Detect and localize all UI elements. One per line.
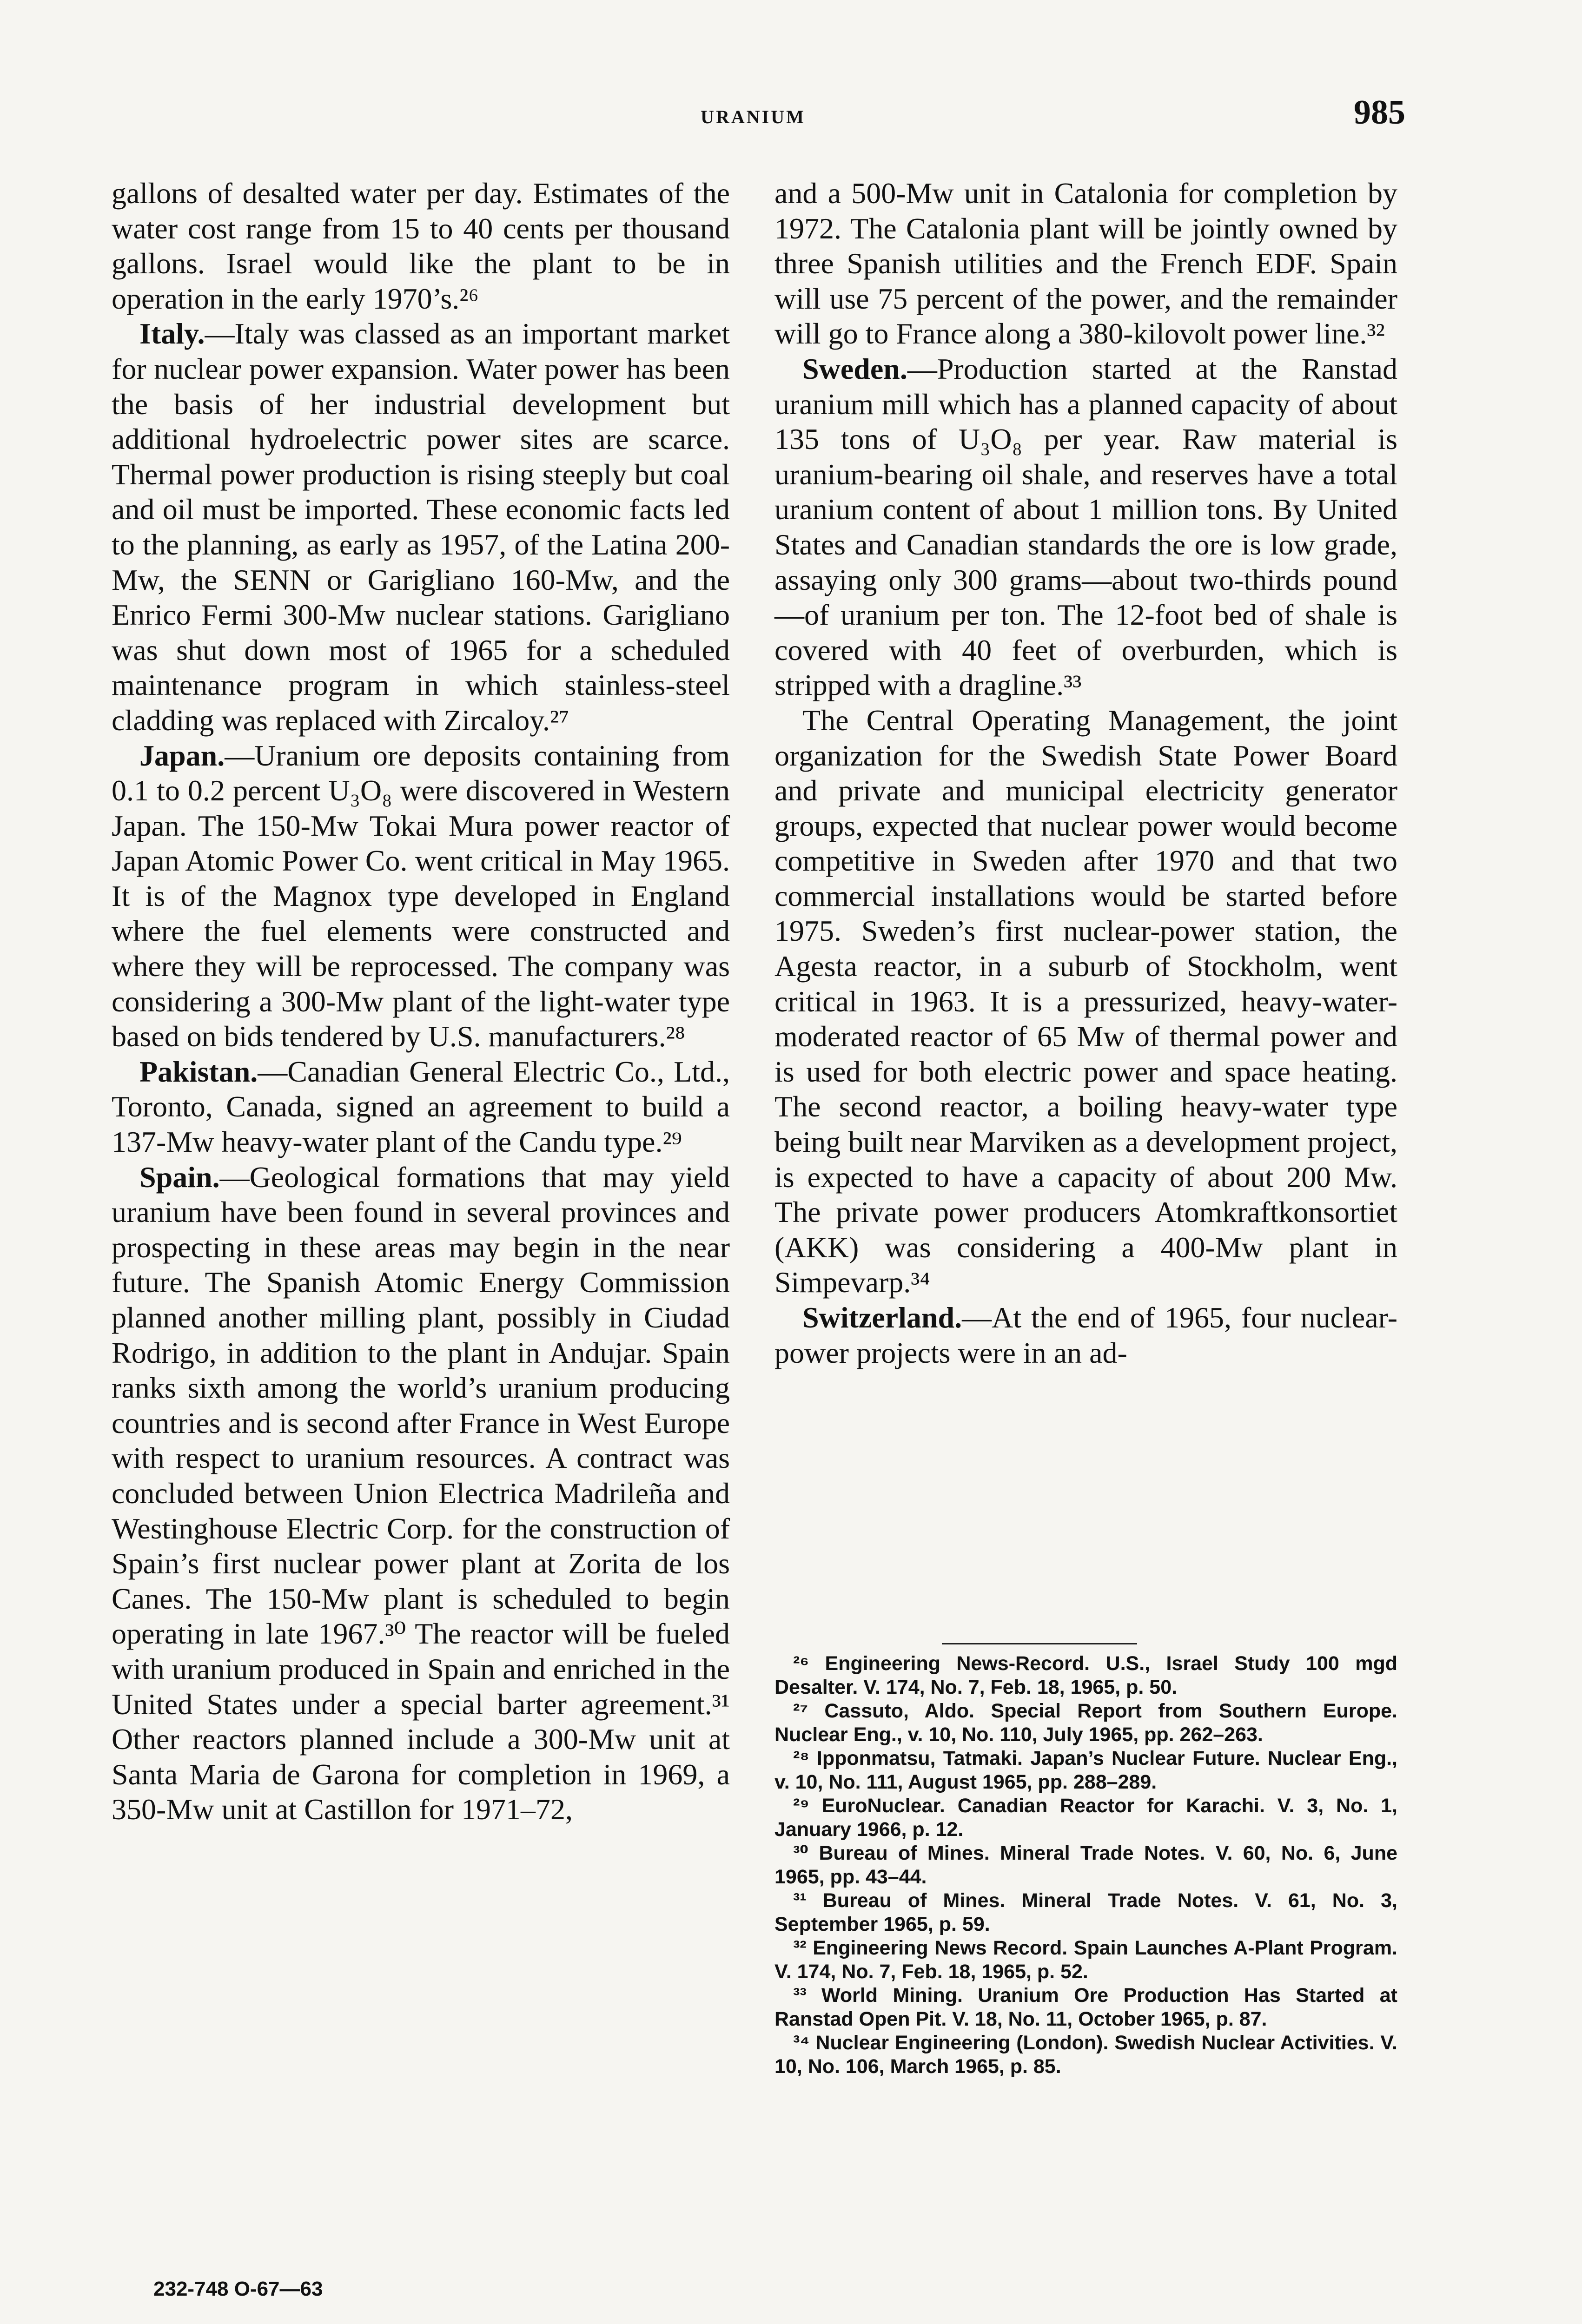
footnote: ²⁹ EuroNuclear. Canadian Reactor for Karachi. V. 3, No. 1, January 1966, p. 12. — [774, 1795, 1397, 1841]
italy-paragraph — [112, 316, 730, 738]
section-heading-sweden: Sweden. — [802, 352, 907, 385]
switzerland-paragraph — [774, 1300, 1397, 1370]
paragraph-text: —Production started at the Ranstad uranium mill which has a planned capacity of about 135 tons of U₃O₈ per year. Raw material is uranium-bearing oil shale, and reserves have a total uranium content of about 1 million tons. By United States and Canadian standards the ore is low grade, assaying only 300 grams—about two-thirds pound—of uranium per ton. The 12-foot bed of shale is covered with 40 feet of overburden, which is stripped with a dragline.³³ — [774, 352, 1397, 702]
sweden-paragraph — [774, 351, 1397, 703]
footnote: ²⁸ Ipponmatsu, Tatmaki. Japan’s Nuclear Future. Nuclear Eng., v. 10, No. 111, August 1965, pp. 288–289. — [774, 1747, 1397, 1793]
footnote: ³⁰ Bureau of Mines. Mineral Trade Notes. V. 60, No. 6, June 1965, pp. 43–44. — [774, 1842, 1397, 1888]
section-heading-pakistan: Pakistan. — [139, 1055, 258, 1088]
print-code: 232-748 O-67—63 — [153, 2278, 323, 2300]
footnote: ³⁴ Nuclear Engineering (London). Swedish Nuclear Activities. V. 10, No. 106, March 1965, p. 85. — [774, 2032, 1397, 2078]
spain-paragraph — [112, 1160, 730, 1827]
paragraph-text: —Italy was classed as an important market for nuclear power expansion. Water power has been the basis of her industrial development but additional hydroelectric power sites are scarce. Thermal power production is rising steeply but coal and oil must be imported. These economic facts led to the planning, as early as 1957, of the Latina 200-Mw, the SENN or Garigliano 160-Mw, and the Enrico Fermi 300-Mw nuclear stations. Garigliano was shut down most of 1965 for a scheduled maintenance program in which stainless-steel cladding was replaced with Zircaloy.²⁷ — [112, 317, 730, 737]
section-heading-switzerland: Switzerland. — [802, 1301, 962, 1334]
japan-paragraph — [112, 738, 730, 1054]
paragraph-text: —Canadian General Electric Co., Ltd., Toronto, Canada, signed an agreement to build a 137-Mw heavy-water plant of the Candu type.²⁹ — [112, 1055, 730, 1159]
section-heading-japan: Japan. — [139, 739, 225, 772]
footnote: ³² Engineering News Record. Spain Launches A-Plant Program. V. 174, No. 7, Feb. 18, 1965, p. 52. — [774, 1937, 1397, 1983]
pakistan-paragraph — [112, 1054, 730, 1160]
paragraph: gallons of desalted water per day. Estimates of the water cost range from 15 to 40 cents per thousand gallons. Israel would like the plant to be in operation in the early 1970’s.²⁶ — [112, 177, 730, 315]
right-column — [774, 176, 1397, 1370]
left-column — [112, 176, 730, 1827]
section-heading-spain: Spain. — [139, 1160, 220, 1194]
paragraph: and a 500-Mw unit in Catalonia for completion by 1972. The Catalonia plant will be jointly owned by three Spanish utilities and the French EDF. Spain will use 75 percent of the power, and the remainder will go to France along a 380-kilovolt power line.³² — [774, 177, 1397, 350]
paragraph-text: —Uranium ore deposits containing from 0.1 to 0.2 percent U₃O₈ were discovered in Western Japan. The 150-Mw Tokai Mura power reactor of Japan Atomic Power Co. went critical in May 1965. It is of the Magnox type developed in England where the fuel elements were constructed and where they will be reprocessed. The company was considering a 300-Mw plant of the light-water type based on bids tendered by U.S. manufacturers.²⁸ — [112, 739, 730, 1053]
paragraph-text: —Geological formations that may yield uranium have been found in several provinces and prospecting in these areas may begin in the near future. The Spanish Atomic Energy Commission planned another milling plant, possibly in Ciudad Rodrigo, in addition to the plant in Andujar. Spain ranks sixth among the world’s uranium producing countries and is second after France in West Europe with respect to uranium resources. A contract was concluded between Union Electrica Madrileña and Westinghouse Electric Corp. for the construction of Spain’s first nuclear power plant at Zorita de los Canes. The 150-Mw plant is scheduled to begin operating in late 1967.³⁰ The reactor will be fueled with uranium produced in Spain and enriched in the United States under a special barter agreement.³¹ Other reactors planned include a 300-Mw unit at Santa Maria de Garona for completion in 1969, a 350-Mw unit at Castillon for 1971–72, — [112, 1160, 730, 1826]
footnote: ²⁷ Cassuto, Aldo. Special Report from Southern Europe. Nuclear Eng., v. 10, No. 110, July 1965, pp. 262–263. — [774, 1700, 1397, 1746]
footnote: ²⁶ Engineering News-Record. U.S., Israel Study 100 mgd Desalter. V. 174, No. 7, Feb. 18, 1965, p. 50. — [774, 1652, 1397, 1698]
footnote: ³¹ Bureau of Mines. Mineral Trade Notes. V. 61, No. 3, September 1965, p. 59. — [774, 1889, 1397, 1935]
section-heading-italy: Italy. — [139, 317, 205, 350]
paragraph: The Central Operating Management, the joint organization for the Swedish State Power Board and private and municipal electricity generator groups, expected that nuclear power would become competitive in Sweden after 1970 and that two commercial installations would be started before 1975. Sweden’s first nuclear-power station, the Agesta reactor, in a suburb of Stockholm, went critical in 1963. It is a pressurized, heavy-water-moderated reactor of 65 Mw of thermal power and is used for both electric power and space heating. The second reactor, a boiling heavy-water type being built near Marviken as a development project, is expected to have a capacity of about 200 Mw. The private power producers Atomkraftkonsortiet (AKK) was considering a 400-Mw plant in Simpevarp.³⁴ — [774, 703, 1397, 1299]
page-number: 985 — [1354, 93, 1405, 132]
footnote-divider — [942, 1643, 1137, 1644]
footnote: ³³ World Mining. Uranium Ore Production Has Started at Ranstad Open Pit. V. 18, No. 11, October 1965, p. 87. — [774, 1984, 1397, 2030]
paragraph-text: —At the end of 1965, four nuclear-power projects were in an ad- — [774, 1301, 1397, 1369]
footnotes — [774, 1643, 1397, 2079]
running-header: URANIUM — [701, 106, 806, 127]
